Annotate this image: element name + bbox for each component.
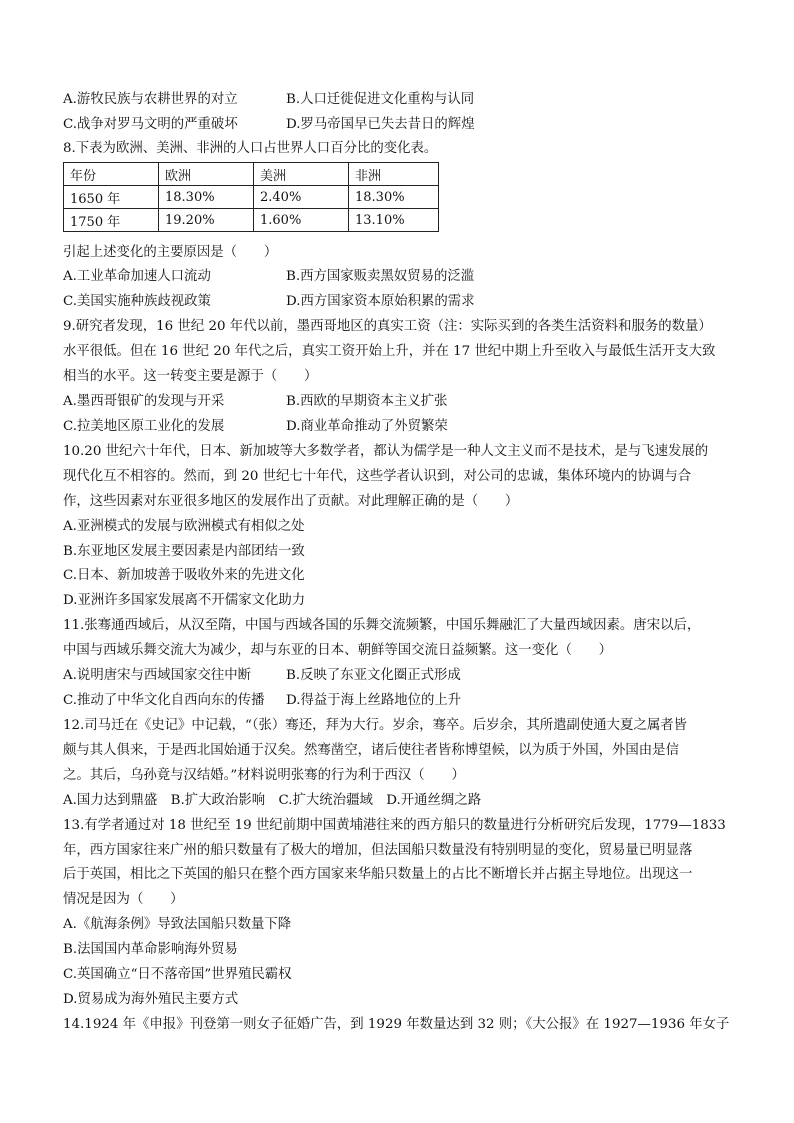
q7-options-row-1 [63,91,475,109]
q8-options-row-1 [63,268,475,286]
table-cell: 1750 年 [64,209,159,232]
q9-stem-line: 相当的水平。这一转变主要是源于（ ） [63,369,318,384]
q10-option-b: B.东亚地区发展主要因素是内部团结一致 [63,544,305,559]
q10-option-d: D.亚洲许多国家发展离不开儒家文化助力 [63,593,306,608]
q10-stem-line: 现代化互不相容的。然而，到 20 世纪七十年代，这些学者认识到，对公司的忠诚，集体环境内的协调与合 [63,469,692,484]
table-row [64,186,439,209]
q10-stem-line: 作，这些因素对东亚很多地区的发展作出了贡献。对此理解正确的是（ ） [63,494,519,509]
q8-option-b: B.西方国家贩卖黑奴贸易的泛滥 [286,269,475,284]
q9-options-row-2 [63,418,448,436]
q8-options-row-2 [63,293,475,311]
q9-stem-line: 9.研究者发现，16 世纪 20 年代以前，墨西哥地区的真实工资（注：实际买到的各类生活资料和服务的数量） [63,319,712,334]
q8-question: 引起上述变化的主要原因是（ ） [63,245,278,260]
q13-stem-line: 年，西方国家往来广州的船只数量有了极大的增加，但法国船只数量没有特别明显的变化，贸易量已明显落 [63,843,693,858]
q11-option-a: A.说明唐宋与西域国家交往中断 [63,668,252,683]
q12-options: A.国力达到鼎盛 B.扩大政治影响 C.扩大统治疆域 D.开通丝绸之路 [63,793,482,808]
q11-options-row-1 [63,667,461,685]
q11-option-b: B.反映了东亚文化圈正式形成 [286,668,461,683]
q13-option-a: A.《航海条例》导致法国船只数量下降 [63,917,292,932]
q13-option-b: B.法国国内革命影响海外贸易 [63,942,238,957]
table-cell: 1650 年 [64,186,159,209]
q14-stem-line: 14.1924 年《申报》刊登第一则女子征婚广告，到 1929 年数量达到 32 则；《大公报》在 1927—1936 年女子 [63,1017,730,1032]
table-header-cell: 年份 [64,163,159,186]
table-cell: 13.10% [349,209,439,232]
table-cell: 19.20% [159,209,254,232]
q10-option-c: C.日本、新加坡善于吸收外来的先进文化 [63,568,305,583]
q13-stem-line: 后于英国，相比之下英国的船只在整个西方国家来华船只数量上的占比不断增长并占据主导地位。出现这一 [63,867,693,882]
table-cell: 1.60% [254,209,349,232]
q12-stem-line: 颇与其人俱来，于是西北国始通于汉矣。然骞凿空，诸后使往者皆称博望候，以为质于外国，外国由是信 [63,743,679,758]
q8-option-a: A.工业革命加速人口流动 [63,269,211,284]
q13-stem-line: 13.有学者通过对 18 世纪至 19 世纪前期中国黄埔港往来的西方船只的数量进行分析研究后发现，1779—1833 [63,818,726,833]
q8-option-c: C.美国实施种族歧视政策 [63,294,211,309]
table-header-cell: 欧洲 [159,163,254,186]
q9-option-d: D.商业革命推动了外贸繁荣 [286,419,448,434]
q7-option-b: B.人口迁徙促进文化重构与认同 [286,92,475,107]
q12-stem-line: 之。其后，乌孙竟与汉结婚。”材料说明张骞的行为利于西汉（ ） [63,768,465,783]
q7-options-row-2 [63,116,475,134]
q8-option-d: D.西方国家资本原始积累的需求 [286,294,475,309]
population-table [63,162,439,232]
q13-option-d: D.贸易成为海外殖民主要方式 [63,992,239,1007]
q7-option-c: C.战争对罗马文明的严重破坏 [63,117,238,132]
q11-option-c: C.推动了中华文化自西向东的传播 [63,693,265,708]
table-row [64,209,439,232]
q7-option-a: A.游牧民族与农耕世界的对立 [63,92,238,107]
table-header-row [64,163,439,186]
q11-options-row-2 [63,692,462,710]
q11-stem-line: 中国与西域乐舞交流大为减少，却与东亚的日本、朝鲜等国交流日益频繁。这一变化（ ） [63,643,613,658]
q10-option-a: A.亚洲模式的发展与欧洲模式有相似之处 [63,519,305,534]
q11-option-d: D.得益于海上丝路地位的上升 [286,693,462,708]
q9-option-c: C.拉美地区原工业化的发展 [63,419,225,434]
q7-option-d: D.罗马帝国早已失去昔日的辉煌 [286,117,475,132]
q9-options-row-1 [63,393,448,411]
table-header-cell: 美洲 [254,163,349,186]
q13-option-c: C.英国确立“日不落帝国”世界殖民霸权 [63,967,292,982]
q10-stem-line: 10.20 世纪六十年代，日本、新加坡等大多数学者，都认为儒学是一种人文主义而不是技术，是与飞速发展的 [63,444,709,459]
q9-option-b: B.西欧的早期资本主义扩张 [286,394,448,409]
table-cell: 18.30% [349,186,439,209]
table-cell: 2.40% [254,186,349,209]
q13-stem-line: 情况是因为（ ） [63,892,184,907]
q9-option-a: A.墨西哥银矿的发现与开采 [63,394,225,409]
q12-stem-line: 12.司马迁在《史记》中记载，“（张）骞还，拜为大行。岁余，骞卒。后岁余，其所遣副使通大夏之属者皆 [63,718,688,733]
q9-stem-line: 水平很低。但在 16 世纪 20 年代之后，真实工资开始上升，并在 17 世纪中期上升至收入与最低生活开支大致 [63,344,716,359]
q8-stem: 8.下表为欧洲、美洲、非洲的人口占世界人口百分比的变化表。 [63,141,438,156]
table-cell: 18.30% [159,186,254,209]
q11-stem-line: 11.张骞通西域后，从汉至隋，中国与西域各国的乐舞交流频繁，中国乐舞融汇了大量西域因素。唐宋以后， [63,618,701,633]
table-header-cell: 非洲 [349,163,439,186]
